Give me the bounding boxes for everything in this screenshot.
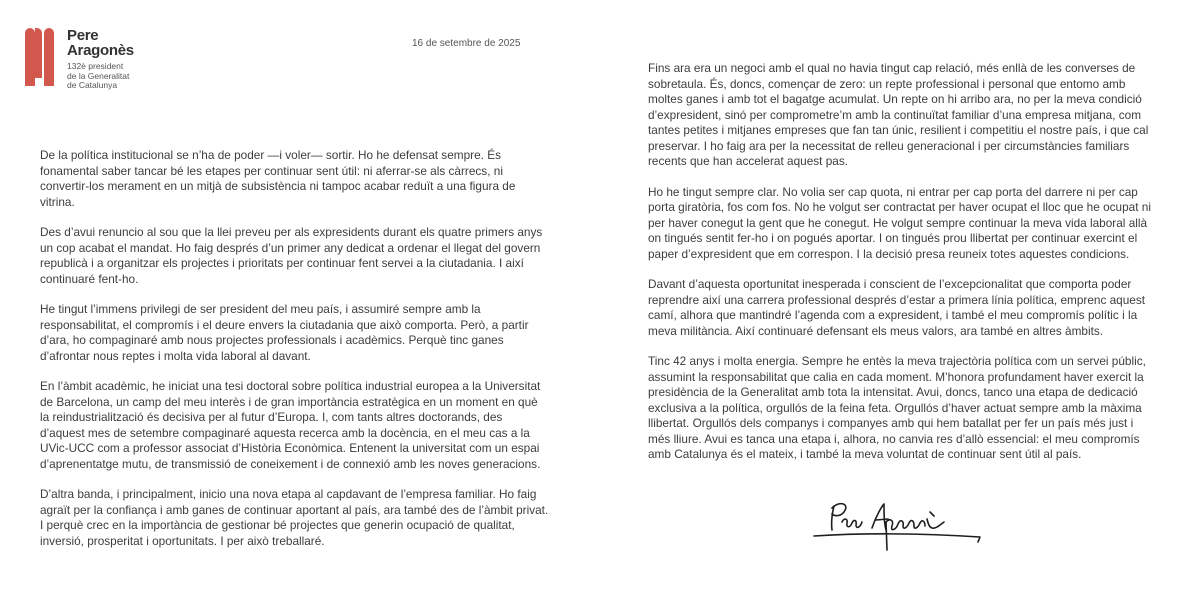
author-name-line2: Aragonès	[67, 42, 134, 59]
paragraph: Davant d’aquesta oportunitat inesperada i conscient de l’excepcionalitat que comporta poder reprendre així una carrera professional després d’estar a primera línia política, emprenc aquest camí, alhora que mantindré l’agenda com a expresident, i també el meu compromís polític i la meva militància. Així continuaré defensant els meus valors, ara també en altres àmbits.	[648, 277, 1146, 338]
paragraph: D’altra banda, i principalment, inicio una nova etapa al capdavant de l’empresa familiar. Ho faig agraït per la confiança i amb ganes de continuar aportant al país, ara també des de l’àmbit privat. I perquè crec en la importància de gestionar bé projectes que generin ocupació de qualitat, inversió, prosperitat i oportunitats. I per això treballaré.	[40, 487, 549, 548]
signature-icon	[810, 492, 990, 552]
letterhead-text	[67, 28, 134, 91]
letter-body-right	[648, 61, 1158, 478]
letter-body-left	[40, 148, 550, 564]
logo-mark-icon	[25, 28, 55, 88]
paragraph: Tinc 42 anys i molta energia. Sempre he entès la meva trajectòria política com un servei públic, assumint la responsabilitat que calia en cada moment. M’honora profundament haver exercit la presidència de la Generalitat amb tota la intensitat. Avui, doncs, tanco una etapa de dedicació exclusiva a la política, orgullós de la feina feta. Orgullós d’haver actuat sempre amb la màxima llibertat. Orgullós dels companys i companyes amb qui hem batallat per fer un país més just i més lliure. Avui es tanca una etapa i, alhora, no canvia res d’allò essencial: el meu compromís amb Catalunya és el mateix, i també la meva voluntat de continuar sent útil al país.	[648, 354, 1146, 461]
paragraph: En l’àmbit acadèmic, he iniciat una tesi doctoral sobre política industrial europea a la Universitat de Barcelona, un camp del meu interès i de gran importància estratègica en un moment en què la reindustrialització és decisiva per al futur d’Europa. I, com tants altres doctorands, des d’aquest mes de setembre compaginaré aquesta recerca amb la docència, en el meu cas a la UVic-UCC com a professor associat d’Història Econòmica. Entenent la universitat com un espai d’aprenentatge mutu, de transmissió de coneixement i de connexió amb les noves generacions.	[40, 379, 541, 471]
letter-date: 16 de setembre de 2025	[412, 38, 521, 49]
paragraph: He tingut l’immens privilegi de ser president del meu país, i assumiré sempre amb la responsabilitat, el compromís i el deure envers la ciutadania que això comporta. Però, a partir d’ara, ho compaginaré amb nous projectes professionals i acadèmics. Perquè tinc ganes d’afrontar nous reptes i molta vida laboral al davant.	[40, 302, 529, 363]
author-title-line2: de la Generalitat	[67, 70, 130, 81]
paragraph: Ho he tingut sempre clar. No volia ser cap quota, ni entrar per cap porta del darrere ni per cap porta giratòria, fos com fos. No he volgut ser contractat per haver ocupat el lloc que he ocupat ni per haver conegut la gent que he conegut. He volgut sempre continuar la meva vida laboral allà on tingués sentit fer-ho i on pogués aportar. I on tingués prou llibertat per continuar exercint el paper d’expresident que em correspon. I la decisió presa reuneix totes aquestes condicions.	[648, 184, 1151, 261]
paragraph: De la política institucional se n’ha de poder —i voler— sortir. Ho he defensat sempre. És fonamental saber tancar bé les etapes per continuar sent útil: ni aferrar-se als càrrecs, ni convertir-los merament en un mitjà de subsistència ni tampoc acabar reduït a una figura de vitrina.	[40, 148, 516, 209]
paragraph: Des d’avui renuncio al sou que la llei preveu per als expresidents durant els quatre primers anys un cop acabat el mandat. Ho faig després d’un primer any dedicat a ordenar el llegat del govern republicà i a organitzar els projectes i prioritats per continuar fent servei a la ciutadania. I així continuaré fent-ho.	[40, 225, 543, 286]
author-title-line1: 132è president	[67, 61, 124, 71]
paragraph: Fins ara era un negoci amb el qual no havia tingut cap relació, més enllà de les converses de sobretaula. És, doncs, començar de zero: un repte professional i personal que entomo amb moltes ganes i amb tot el bagatge acumulat. Un repte on hi arribo ara, no per la meva condició d’expresident, sinó per comprometre’m amb la continuïtat familiar d’una empresa mitjana, com tantes petites i mitjanes empreses que fan tan únic, resilient i competitiu el nostre país, i que cal preservar. I ho faig ara per la necessitat de relleu generacional i per circumstàncies familiars recents que han accelerat aquest pas.	[648, 61, 1149, 168]
letterhead-logo	[25, 28, 134, 91]
author-title-line3: de Catalunya	[67, 80, 118, 90]
author-name-line1: Pere	[67, 27, 99, 44]
